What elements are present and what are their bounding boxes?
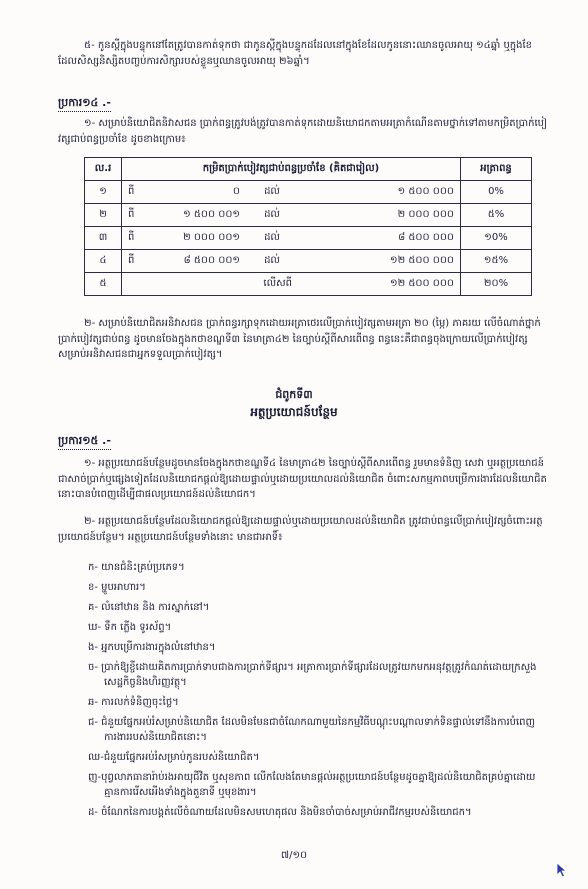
tax-rate-value: 0%: [461, 181, 532, 204]
article-14-paragraph-2: ២- សម្រាប់និយោជិតអនិវាសជន ប្រាក់ពន្ធរក្សាទុកដោយអត្រាថេរលើប្រាក់បៀវត្សតាមអត្រា ២០ (ម្ភៃ) ភាគរយ លើចំណាត់ថ្នាក់ប្រាក់បៀវត្សជាប់ពន្ធ ដូចមានចែងក្នុងកថាខណ្ឌទី៣ នៃមាត្រា៤២ នៃច្បាប់ស្ដីពីសារពើពន្ធ ពន្ធនេះគឺជាពន្ធចុងក្រោយលើប្រាក់បៀវត្សសម្រាប់អនិវាសជនជាអ្នកទទួលប្រាក់បៀវត្ស។: [58, 318, 541, 360]
range-from-value: ២ ០០០ ០០១: [144, 227, 246, 250]
list-item: ក- យានជំនិះគ្រប់ប្រភេទ។: [88, 562, 185, 573]
list-item: ឃ- ទឹក ភ្លើង ទូរស័ព្ទ។: [88, 622, 172, 633]
list-item: ច- ប្រាក់ឱ្យខ្ចីដោយគិតការប្រាក់ទាបជាងការប្រាក់ទីផ្សារ។ អត្រាការប្រាក់ទីផ្សារដែលត្រូវយកមកអនុវត្តត្រូវកំណត់ដោយក្រសួងសេដ្ឋកិច្ចនិងហិរញ្ញវត្ថុ។: [88, 662, 537, 688]
range-from-value: ១ ៥០០ ០០១: [144, 204, 246, 227]
tax-rate-value: ១៥%: [461, 250, 532, 273]
tax-rate-table: [84, 157, 532, 296]
table-row: [85, 273, 532, 296]
range-from-value: ៨ ៥០០ ០០១: [144, 250, 246, 273]
tax-rate-value: ២០%: [461, 273, 532, 296]
range-to-word: ដល់: [246, 250, 298, 273]
list-item: ឆ- ការលក់ទំនិញចុះថ្លៃ។: [88, 697, 179, 708]
row-number: ៥: [85, 273, 122, 296]
column-header-number: ល.រ: [85, 158, 122, 181]
table-row: [85, 227, 532, 250]
list-item: ខ- ម្ហូបអាហារ។: [88, 582, 146, 593]
table-row: [85, 181, 532, 204]
page-number: ៧/១០: [280, 850, 308, 861]
table-row: [85, 250, 532, 273]
row-number: ៤: [85, 250, 122, 273]
range-from-value: ០: [144, 181, 246, 204]
range-to-value: ៨ ៥០០ ០០០: [298, 227, 461, 250]
row-number: ២: [85, 204, 122, 227]
range-from-value: លើសពី: [144, 273, 298, 296]
row-number: ៣: [85, 227, 122, 250]
range-to-value: ២ ០០០ ០០០: [298, 204, 461, 227]
column-header-tax-rate: អត្រាពន្ធ: [461, 158, 532, 181]
range-from-word: ពី: [122, 227, 145, 250]
article-15-heading: ប្រការ១៥ .-: [58, 432, 111, 450]
list-item: ជ- ជំនួយផ្នែកអប់រំសម្រាប់និយោជិត ដែលមិនមែនជាចំណែកណាមួយនៃកម្មវិធីបណ្ដុះបណ្ដាលទាក់ទិនផ្ទាល់ទៅនឹងការបំពេញការងាររបស់និយោជិតនោះ។: [88, 717, 536, 743]
list-item: ឈ-ជំនួយផ្នែកអប់រំសម្រាប់កូនរបស់និយោជិត។: [88, 752, 260, 763]
row-number: ១: [85, 181, 122, 204]
range-to-value: ១២ ៥០០ ០០០: [298, 273, 461, 296]
table-header-row: [85, 158, 532, 181]
list-item: ញ-បុព្វលាភធានារ៉ាប់រងអាយុជីវិត ឬសុខភាព លើកលែងតែមានផ្ដល់អត្ថប្រយោជន៍បន្ថែមដូចគ្នាឱ្យដល់និយោជិតគ្រប់គ្នាដោយគ្មានការរើសអើងទាំងក្នុងតួនាទី ឬមុខងារ។: [88, 772, 536, 798]
article-14-paragraph-1: ១- សម្រាប់និយោជិតនិវាសជន ប្រាក់ពន្ធត្រូវបង់ត្រូវបានកាត់ទុកដោយនិយោជកតាមអត្រាកំណើនតាមថ្នាក់ទៅតាមកម្រិតប្រាក់បៀវត្សជាប់ពន្ធប្រចាំខែ ដូចខាងក្រោម៖: [58, 118, 547, 145]
range-from-word: ពី: [122, 181, 145, 204]
column-header-salary-range: កម្រិតប្រាក់បៀវត្សជាប់ពន្ធប្រចាំខែ (គិតជារៀល): [122, 158, 461, 181]
range-to-word: ដល់: [246, 204, 298, 227]
article-14-heading: ប្រការ១៤ .-: [58, 94, 111, 112]
fringe-benefits-list: [88, 560, 548, 825]
tax-rate-value: ៥%: [461, 204, 532, 227]
list-item: ដ- ចំណែកនៃការបង្គត់លើចំណាយដែលមិនសមហេតុផល និងមិនចាំបាច់សម្រាប់អាជីវកម្មរបស់និយោជក។: [88, 807, 472, 818]
table-row: [85, 204, 532, 227]
article-15-paragraph-1: ១- អត្ថប្រយោជន៍បន្ថែមដូចមានចែងក្នុងកថាខណ្ឌទី៤ នៃមាត្រា៤២ នៃច្បាប់ស្ដីពីសារពើពន្ធ រួមមានទំនិញ សេវា ឬអត្ថប្រយោជន៍ជាសាច់ប្រាក់ឬផ្សេងទៀតដែលនិយោជកផ្ដល់ឱ្យដោយផ្ទាល់ឬដោយប្រយោលដល់និយោជិត ចំពោះសកម្មភាពបម្រើការងារដែលនិយោជិតនោះបានបំពេញដើម្បីជាផលប្រយោជន៍ដល់និយោជក។: [58, 458, 547, 500]
tax-rate-value: ១0%: [461, 227, 532, 250]
list-item: ង- អ្នកបម្រើការងារក្នុងលំនៅឋាន។: [88, 642, 216, 653]
range-to-value: ១២ ៥០០ ០០០: [298, 250, 461, 273]
paragraph-dependent-child: ៥- កូនស្ដីក្នុងបន្ទុកនៅតែត្រូវបានកាត់ទុកថា ជាកូនស្ដីក្នុងបន្ទុកដដែលនៅក្នុងខែដែលកូននោះឈានចូលអាយុ ១៤ឆ្នាំ ឬក្នុងខែដែលសិស្សនិស្សិតបញ្ចប់ការសិក្សារបស់ខ្លួនឬឈានចូលអាយុ ២៦ឆ្នាំ។: [58, 40, 533, 67]
list-item: គ- លំនៅឋាន និង ការស្នាក់នៅ។: [88, 602, 210, 613]
chapter-title: អត្ថប្រយោជន៍បន្ថែម: [250, 405, 338, 419]
range-from-word: ពី: [122, 204, 145, 227]
article-15-paragraph-2: ២- អត្ថប្រយោជន៍បន្ថែមដែលនិយោជកផ្ដល់ឱ្យដោយផ្ទាល់ឬដោយប្រយោលដល់និយោជិត ត្រូវជាប់ពន្ធលើប្រាក់បៀវត្សចំពោះអត្ថប្រយោជន៍បន្ថែម។ អត្ថប្រយោជន៍បន្ថែមទាំងនោះ មានជាអាទិ៍៖: [58, 516, 543, 543]
range-to-word: ដល់: [246, 181, 298, 204]
range-from-word: [122, 273, 145, 296]
mouse-pointer-icon: [556, 862, 568, 878]
range-from-word: ពី: [122, 250, 145, 273]
chapter-heading: ជំពូកទី៣: [275, 388, 313, 401]
range-to-value: ១ ៥០០ ០០០: [298, 181, 461, 204]
range-to-word: ដល់: [246, 227, 298, 250]
